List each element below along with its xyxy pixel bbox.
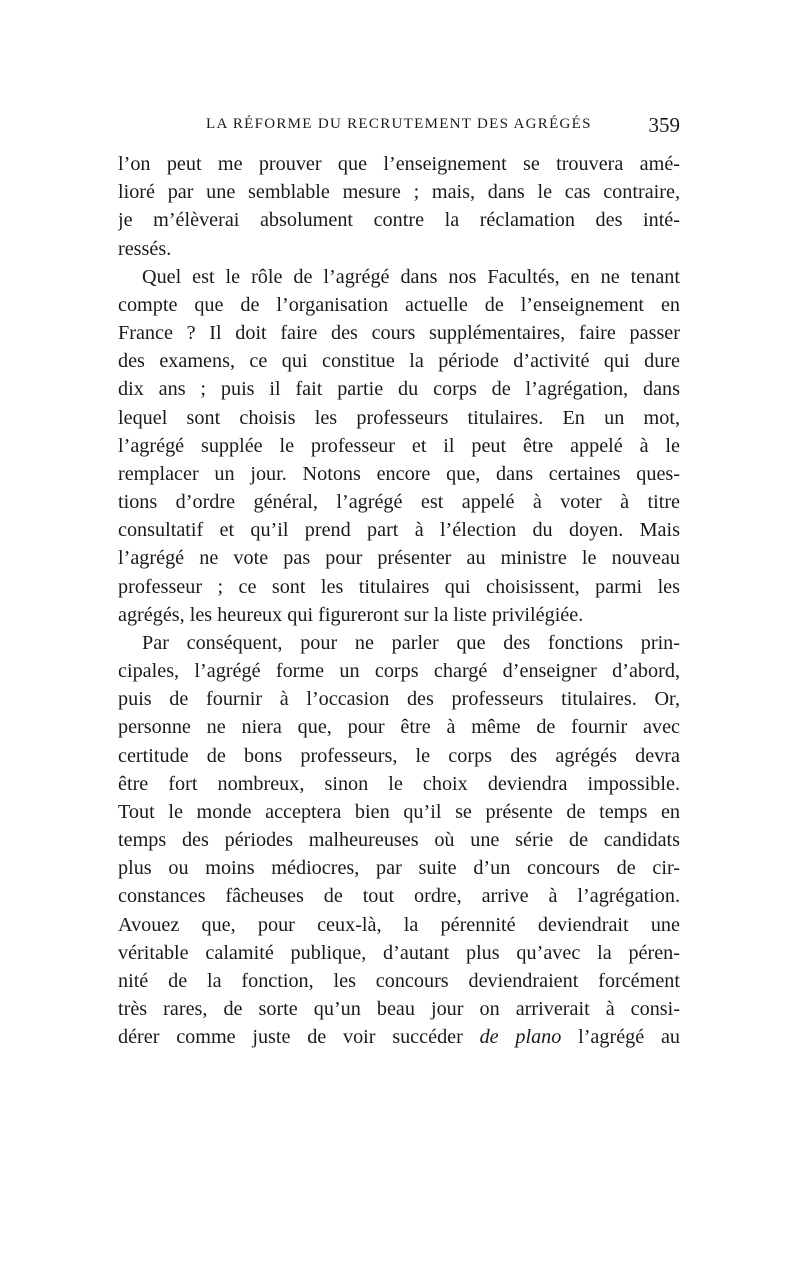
text-line: l’agrégé supplée le professeur et il peut être appelé à le (118, 434, 680, 457)
text-line: temps des périodes malheureuses où une série de candidats (118, 829, 680, 852)
text-line: lequel sont choisis les professeurs titulaires. En un mot, (118, 406, 680, 429)
text-line: nité de la fonction, les concours deviendraient forcément (118, 969, 680, 992)
text-line: personne ne niera que, pour être à même de fournir avec (118, 716, 680, 739)
italic-latin-phrase: de plano (479, 1026, 562, 1049)
text-line: lioré par une semblable mesure ; mais, dans le cas contraire, (118, 181, 680, 204)
body-text (118, 150, 680, 1052)
text-line: Tout le monde acceptera bien qu’il se présente de temps en (118, 800, 680, 823)
text-line: France ? Il doit faire des cours supplémentaires, faire passer (118, 322, 680, 345)
text-line: être fort nombreux, sinon le choix deviendra impossible. (118, 772, 680, 795)
text-line: plus ou moins médiocres, par suite d’un concours de cir- (118, 857, 680, 880)
running-title: LA RÉFORME DU RECRUTEMENT DES AGRÉGÉS (206, 116, 592, 132)
text-line: je m’élèverai absolument contre la réclamation des inté- (118, 209, 680, 232)
text-line: très rares, de sorte qu’un beau jour on arriverait à consi- (118, 998, 680, 1021)
text-line: cipales, l’agrégé forme un corps chargé d’enseigner d’abord, (118, 660, 680, 683)
text-line: puis de fournir à l’occasion des professeurs titulaires. Or, (118, 688, 680, 711)
text-line: tions d’ordre général, l’agrégé est appelé à voter à titre (118, 491, 680, 514)
text-line: agrégés, les heureux qui figureront sur la liste privilégiée. (118, 603, 584, 626)
paragraph-start-line: Par conséquent, pour ne parler que des fonctions prin- (142, 631, 680, 654)
text-line: ressés. (118, 237, 172, 260)
text-line: dix ans ; puis il fait partie du corps de l’agrégation, dans (118, 378, 680, 401)
text-line: professeur ; ce sont les titulaires qui choisissent, parmi les (118, 575, 680, 598)
page-number: 359 (648, 113, 680, 137)
text-line: certitude de bons professeurs, le corps des agrégés devra (118, 744, 680, 767)
text-line: remplacer un jour. Notons encore que, dans certaines ques- (118, 462, 680, 485)
text-line: véritable calamité publique, d’autant plus qu’avec la péren- (118, 941, 680, 964)
text-line: constances fâcheuses de tout ordre, arrive à l’agrégation. (118, 885, 680, 908)
text-fragment: l’agrégé au (561, 1026, 680, 1049)
text-line: l’agrégé ne vote pas pour présenter au ministre le nouveau (118, 547, 680, 570)
text-line: des examens, ce qui constitue la période d’activité qui dure (118, 350, 680, 373)
paragraph-start-line: Quel est le rôle de l’agrégé dans nos Facultés, en ne tenant (142, 265, 680, 288)
text-line: l’on peut me prouver que l’enseignement se trouvera amé- (118, 153, 680, 175)
text-line: compte que de l’organisation actuelle de l’enseignement en (118, 293, 680, 316)
text-line: consultatif et qu’il prend part à l’élection du doyen. Mais (118, 519, 680, 542)
text-fragment: dérer comme juste de voir succéder (118, 1026, 480, 1049)
text-line: Avouez que, pour ceux-là, la pérennité deviendrait une (118, 913, 680, 936)
final-text-line (118, 1023, 680, 1051)
running-head (118, 113, 680, 140)
